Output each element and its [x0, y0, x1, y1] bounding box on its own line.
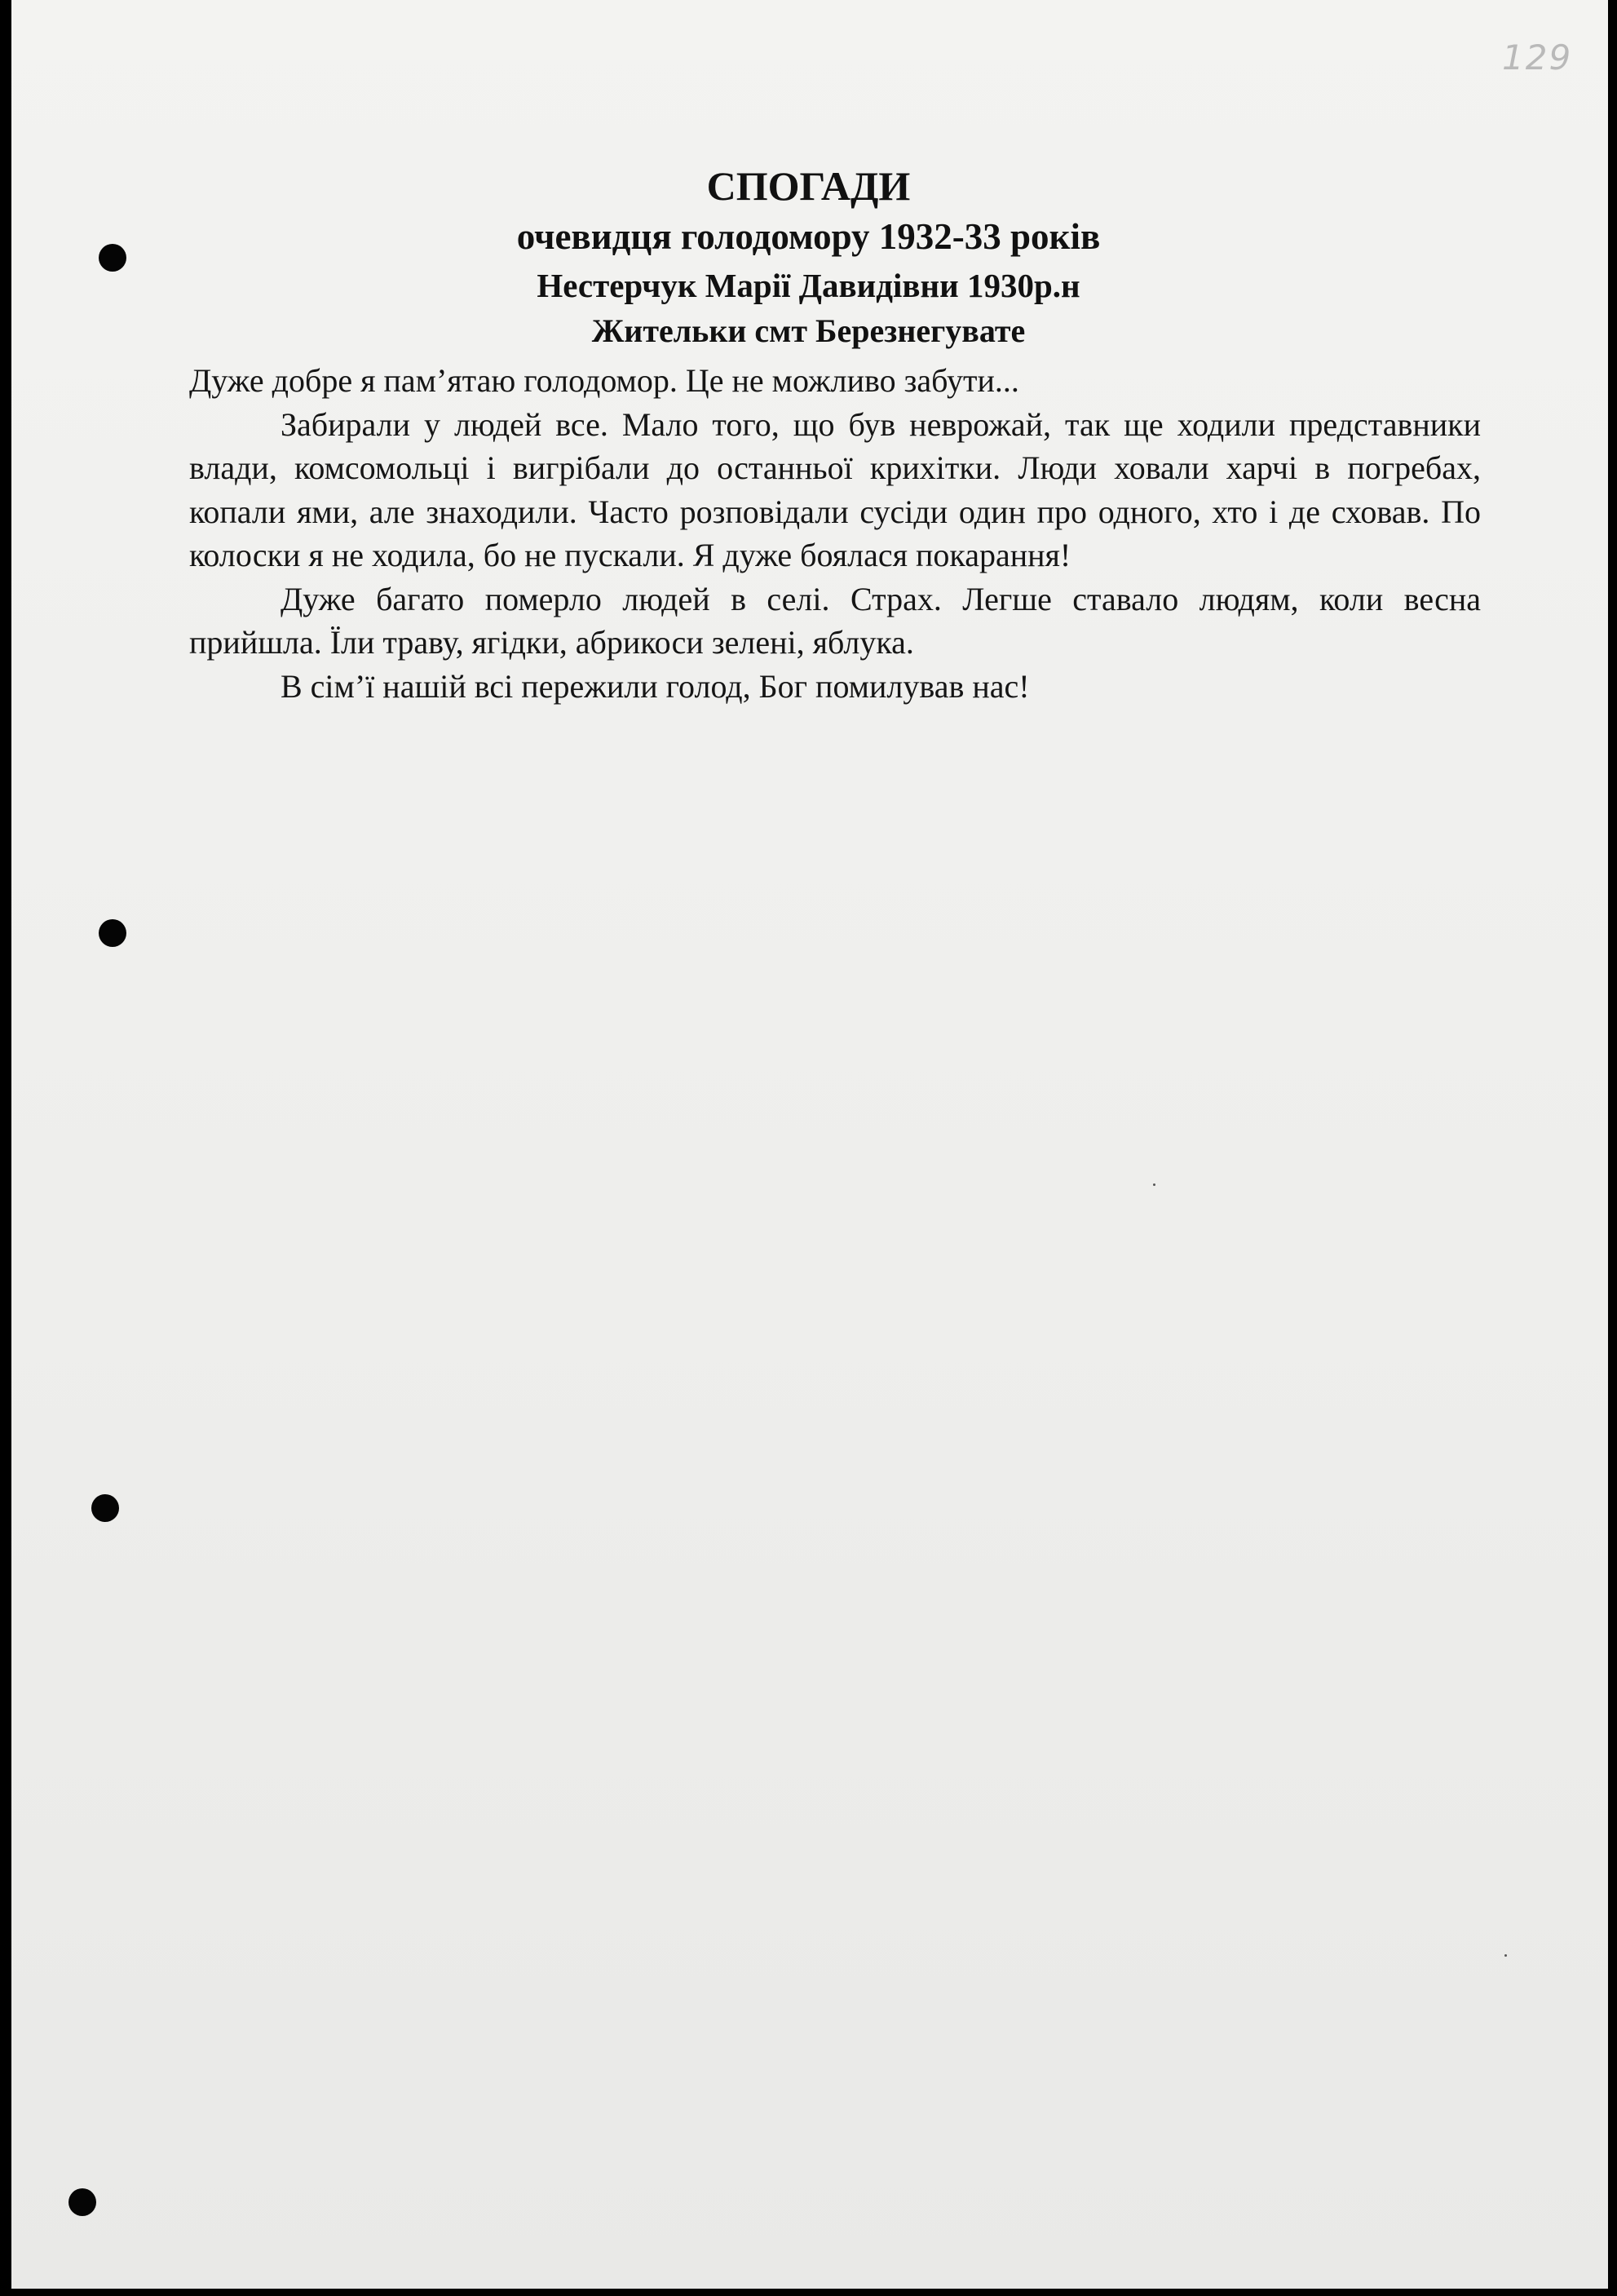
paragraph: Дуже добре я пам’ятаю голодомор. Це не можливо забути...	[189, 362, 1019, 399]
testimony-text	[189, 359, 1481, 708]
archive-page-number: 129	[1502, 38, 1573, 77]
document-subtitle: очевидця голодомору 1932-33 років	[516, 216, 1101, 257]
paragraph: В сім’ї нашій всі пережили голод, Бог помилував нас!	[281, 667, 1030, 705]
paragraph: Дуже багато померло людей в селі. Страх. Легше ставало людям, коли весна прийшла. Їли траву, ягідки, абрикоси зелені, яблука.	[189, 580, 1481, 661]
punch-hole	[68, 2188, 96, 2216]
punch-hole	[99, 919, 126, 947]
paper-speck	[1504, 1954, 1507, 1957]
paper-speck	[1153, 1183, 1155, 1186]
punch-hole	[91, 1494, 119, 1522]
witness-name: Нестерчук Марії Давидівни 1930р.н	[537, 267, 1080, 304]
paragraph: Забирали у людей все. Мало того, що був неврожай, так ще ходили представники влади, комсомольці і вигрібали до останньої крихітки. Люди ховали харчі в погребах, копали ями, але знаходили. Часто розповідали сусіди один про одного, хто і де сховав. По колоски я не ходила, бо не пускали. Я дуже боялася покарання!	[189, 405, 1481, 573]
witness-residence: Жительки смт Березнегувате	[591, 312, 1026, 349]
document-title: СПОГАДИ	[706, 163, 911, 209]
